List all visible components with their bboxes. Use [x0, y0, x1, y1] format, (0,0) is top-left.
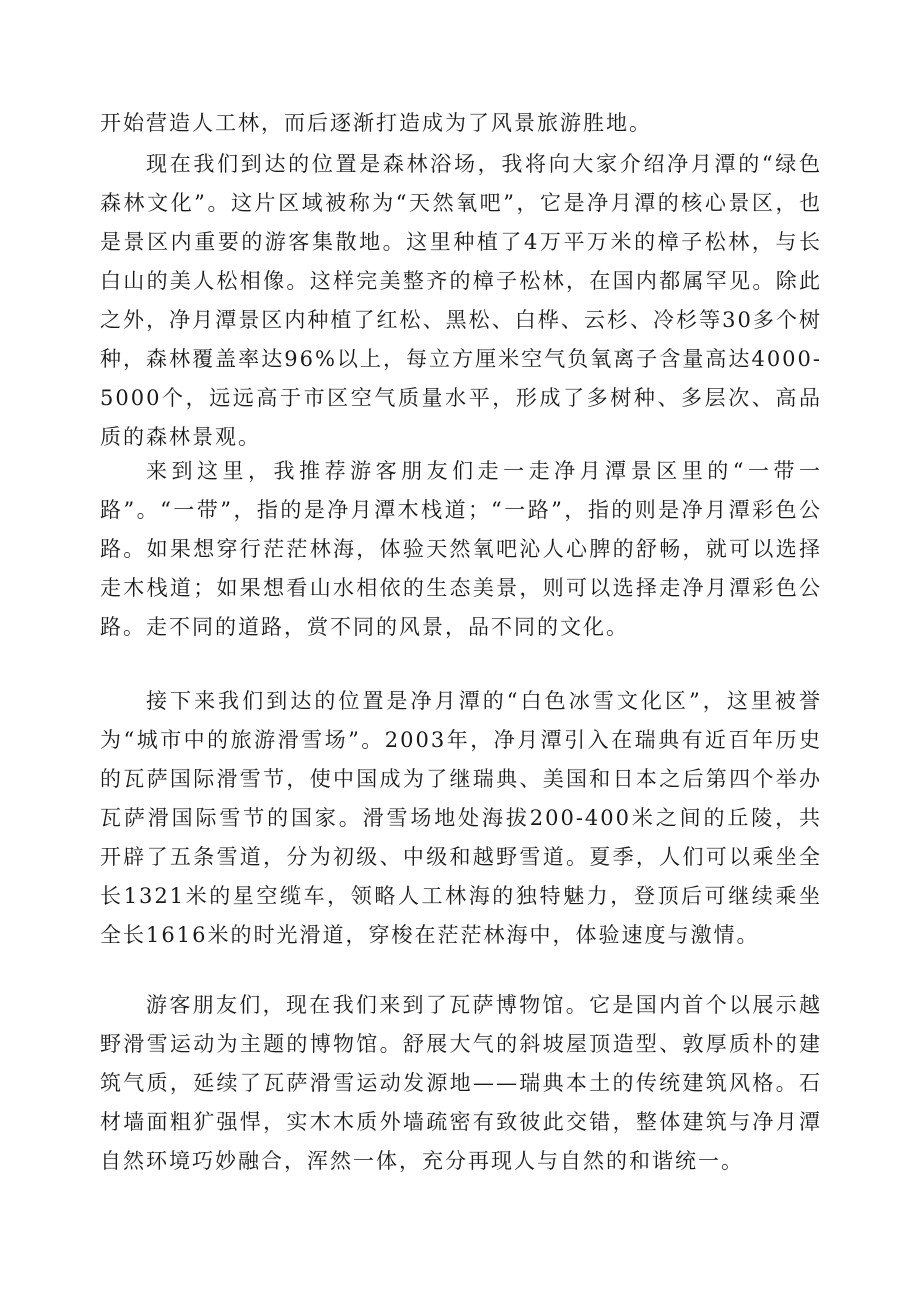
paragraph-belt-and-road: 来到这里，我推荐游客朋友们走一走净月潭景区里的“一带一路”。“一带”，指的是净月潭木栈道；“一路”，指的则是净月潭彩色公路。如果想穿行茫茫林海，体验天然氧吧沁人心脾的舒畅，就可以选择走木栈道；如果想看山水相依的生态美景，则可以选择走净月潭彩色公路。走不同的道路，赏不同的风景，品不同的文化。: [100, 459, 822, 639]
paragraph-snow-culture: 接下来我们到达的位置是净月潭的“白色冰雪文化区”，这里被誉为“城市中的旅游滑雪场”。2003年，净月潭引入在瑞典有近百年历史的瓦萨国际滑雪节，使中国成为了继瑞典、美国和日本之后第四个举办瓦萨滑国际雪节的国家。滑雪场地处海拔200-400米之间的丘陵，共开辟了五条雪道，分为初级、中级和越野雪道。夏季，人们可以乘坐全长1321米的星空缆车，领略人工林海的独特魅力，登顶后可继续乘坐全长1616米的时光滑道，穿梭在茫茫林海中，体验速度与激情。: [100, 689, 822, 947]
paragraph-vasa-museum: 游客朋友们，现在我们来到了瓦萨博物馆。它是国内首个以展示越野滑雪运动为主题的博物馆。舒展大气的斜坡屋顶造型、敦厚质朴的建筑气质，延续了瓦萨滑雪运动发源地——瑞典本土的传统建筑风格。石材墙面粗犷强悍，实木木质外墙疏密有致彼此交错，整体建筑与净月潭自然环境巧妙融合，浑然一体，充分再现人与自然的和谐统一。: [100, 993, 822, 1173]
paragraph-forest-bath: 现在我们到达的位置是森林浴场，我将向大家介绍净月潭的“绿色森林文化”。这片区域被称为“天然氧吧”，它是净月潭的核心景区，也是景区内重要的游客集散地。这里种植了4万平万米的樟子松林，与长白山的美人松相像。这样完美整齐的樟子松林，在国内都属罕见。除此之外，净月潭景区内种植了红松、黑松、白桦、云杉、冷杉等30多个树种，森林覆盖率达96%以上，每立方厘米空气负氧离子含量高达4000-5000个，远远高于市区空气质量水平，形成了多树种、多层次、高品质的森林景观。: [100, 152, 822, 449]
paragraph-continuation: 开始营造人工林，而后逐渐打造成为了风景旅游胜地。: [100, 111, 652, 135]
